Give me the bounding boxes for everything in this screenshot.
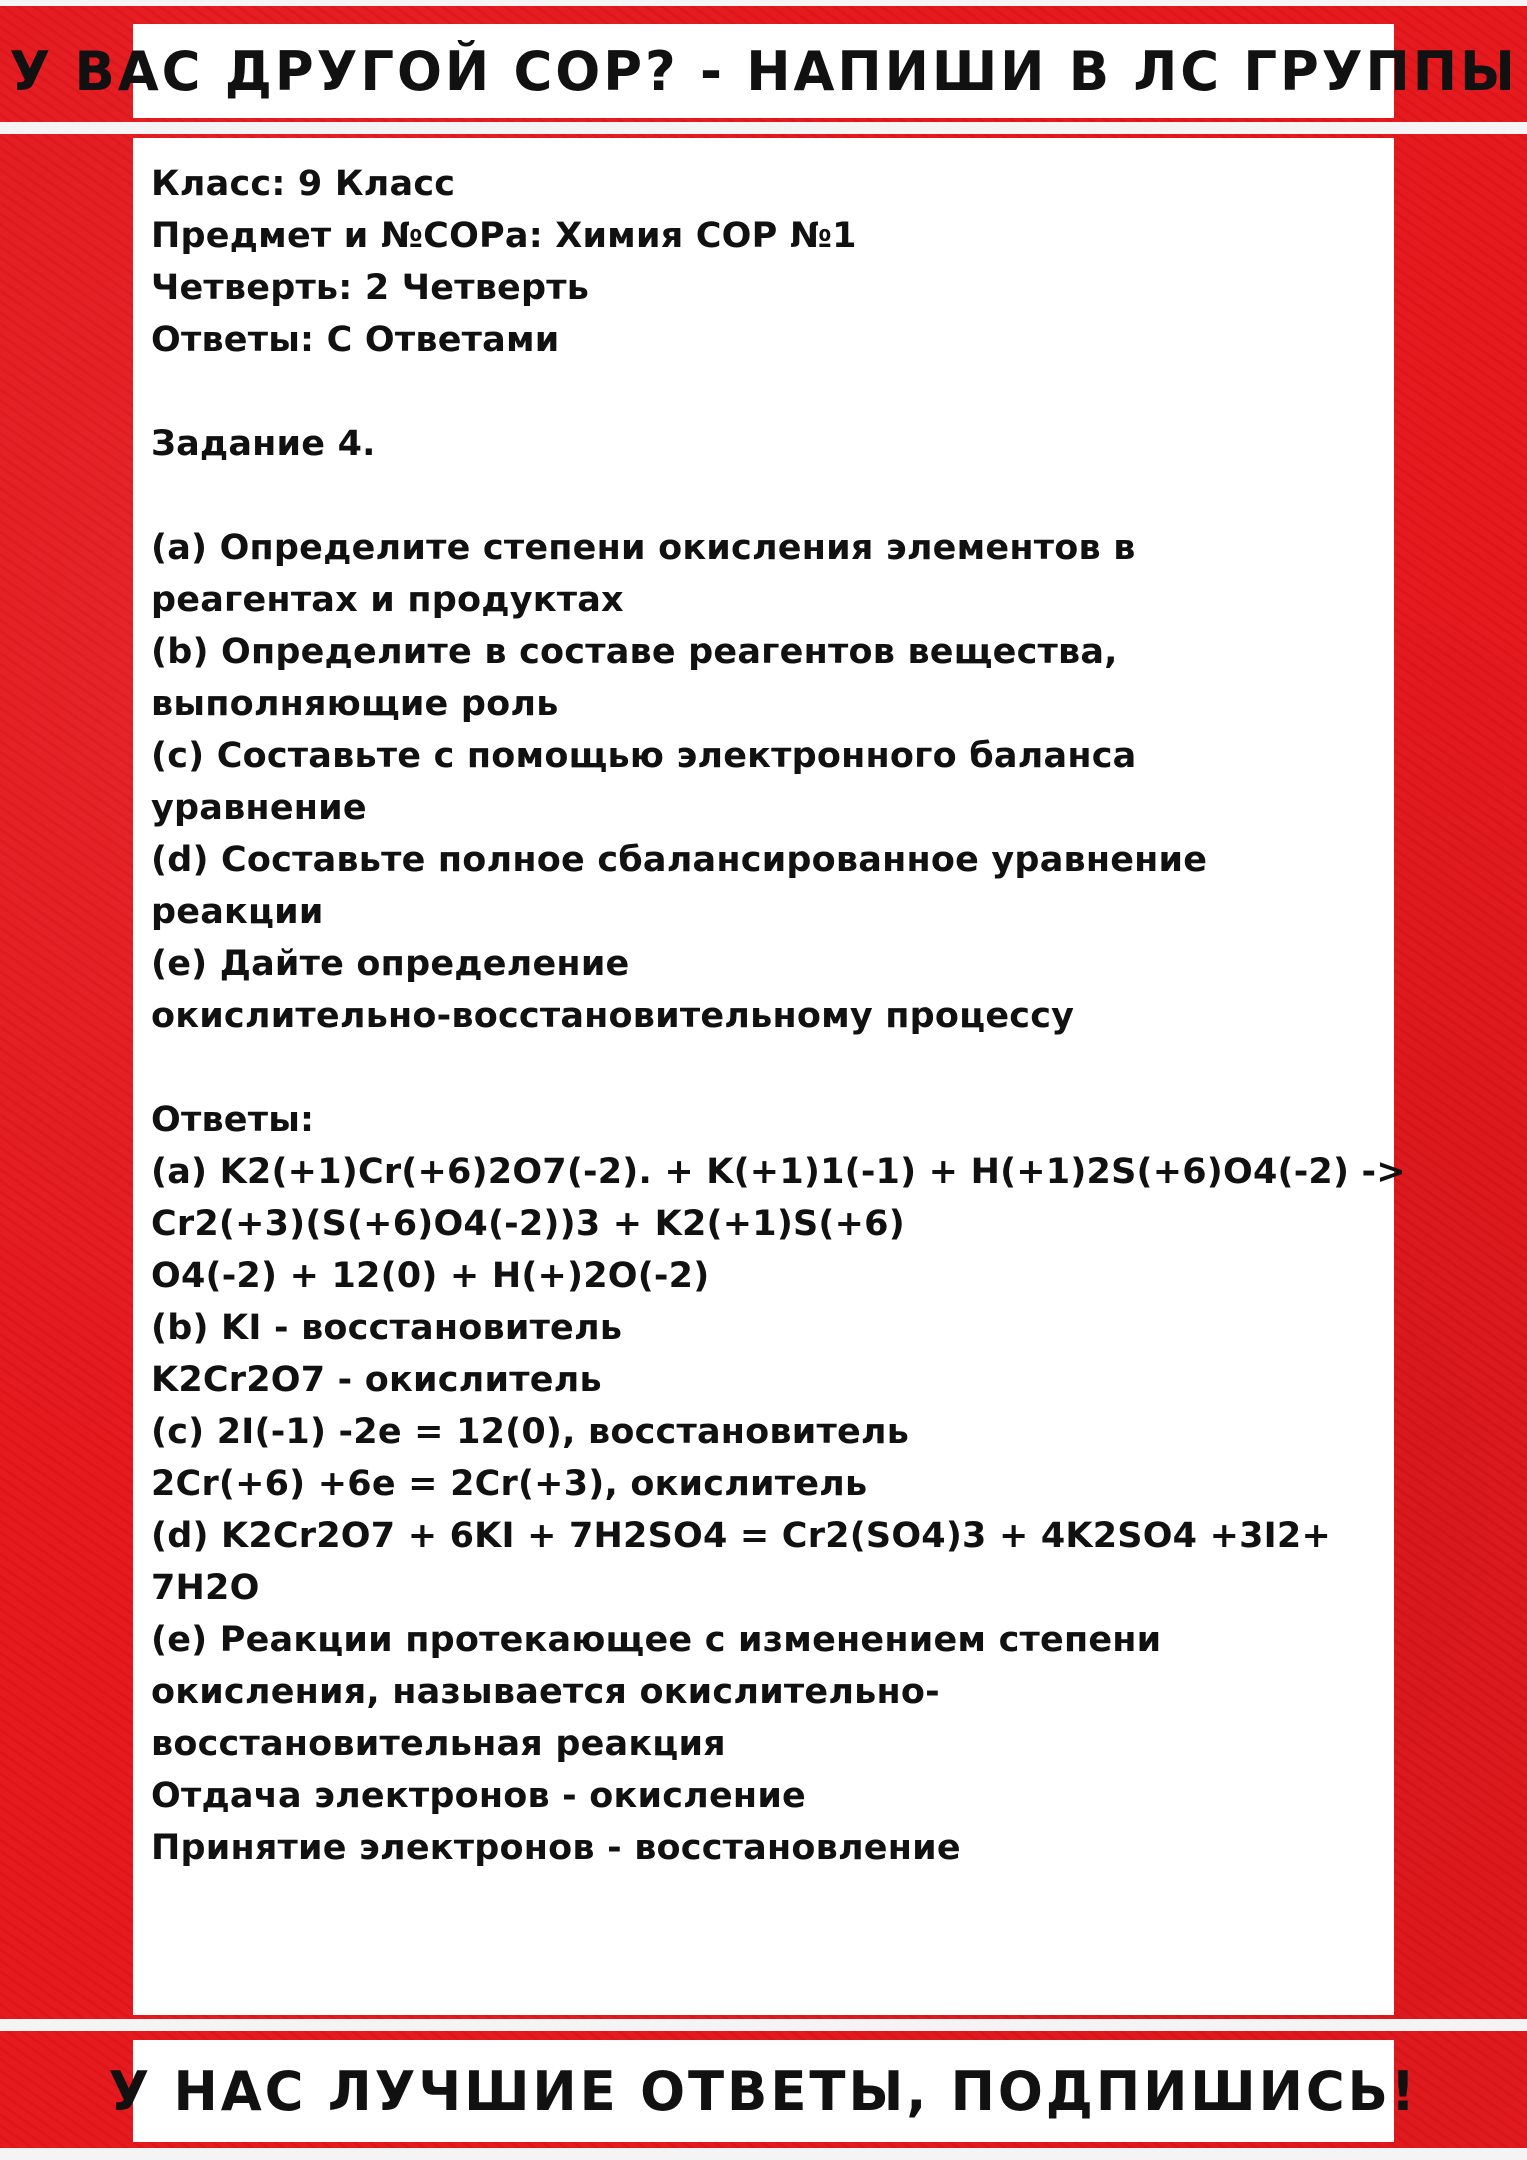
answer-line: Принятие электронов - восстановление — [151, 1828, 961, 1868]
answer-line: (e) Реакции протекающее с изменением степени — [151, 1620, 1162, 1660]
answer-line: K2Cr2O7 - окислитель — [151, 1360, 602, 1400]
task-line: (a) Определите степени окисления элементов в — [151, 528, 1136, 568]
task-line: (b) Определите в составе реагентов вещества, — [151, 632, 1118, 672]
answer-line: восстановительная реакция — [151, 1724, 726, 1764]
spacer — [151, 366, 1374, 418]
task-line: реагентах и продуктах — [151, 580, 624, 620]
answer-line: O4(-2) + 12(0) + H(+)2O(-2) — [151, 1256, 710, 1296]
footer-banner-text: У НАС ЛУЧШИЕ ОТВЕТЫ, ПОДПИШИСЬ! — [108, 2059, 1419, 2123]
spacer — [151, 470, 1374, 522]
answers-type-line: Ответы: С Ответами — [151, 320, 560, 360]
answer-line: Cr2(+3)(S(+6)O4(-2))3 + K2(+1)S(+6) — [151, 1204, 905, 1244]
content-panel — [133, 138, 1406, 2015]
answer-line: (a) K2(+1)Cr(+6)2O7(-2). + K(+1)1(-1) + H(+1)2S(+6)O4(-2) -> — [151, 1152, 1406, 1192]
answer-line: Отдача электронов - окисление — [151, 1776, 806, 1816]
class-line: Класс: 9 Класс — [151, 164, 456, 204]
answer-line: (d) K2Cr2O7 + 6KI + 7H2SO4 = Cr2(SO4)3 + 4K2SO4 +3I2+ — [151, 1516, 1331, 1556]
spacer — [151, 1042, 1374, 1094]
header-banner — [9, 24, 1518, 118]
answer-line: 7H2O — [151, 1568, 260, 1608]
subject-line: Предмет и №СОРа: Химия СОР №1 — [151, 216, 857, 256]
task-line: (d) Составьте полное сбалансированное уравнение — [151, 840, 1208, 880]
task-line: реакции — [151, 892, 324, 932]
divider-line-bottom — [0, 2148, 1527, 2160]
divider-line-top — [0, 0, 1527, 6]
divider-line-lower — [0, 2019, 1527, 2031]
task-line: (e) Дайте определение — [151, 944, 630, 984]
task-line: уравнение — [151, 788, 367, 828]
quarter-line: Четверть: 2 Четверть — [151, 268, 590, 308]
divider-line-upper — [0, 122, 1527, 134]
header-banner-text: У ВАС ДРУГОЙ СОР? - НАПИШИ В ЛС ГРУППЫ — [9, 39, 1518, 103]
task-title: Задание 4. — [151, 424, 376, 464]
footer-banner — [108, 2040, 1419, 2142]
task-line: выполняющие роль — [151, 684, 559, 724]
answer-line: (b) KI - восстановитель — [151, 1308, 623, 1348]
task-line: окислительно-восстановительному процессу — [151, 996, 1075, 1036]
task-line: (c) Составьте с помощью электронного баланса — [151, 736, 1137, 776]
answers-list — [151, 1146, 1406, 1874]
answer-line: (c) 2I(-1) -2e = 12(0), восстановитель — [151, 1412, 910, 1452]
answer-line: окисления, называется окислительно- — [151, 1672, 940, 1712]
answers-title: Ответы: — [151, 1100, 315, 1140]
task-list — [151, 522, 1374, 1042]
answer-line: 2Cr(+6) +6e = 2Cr(+3), окислитель — [151, 1464, 868, 1504]
